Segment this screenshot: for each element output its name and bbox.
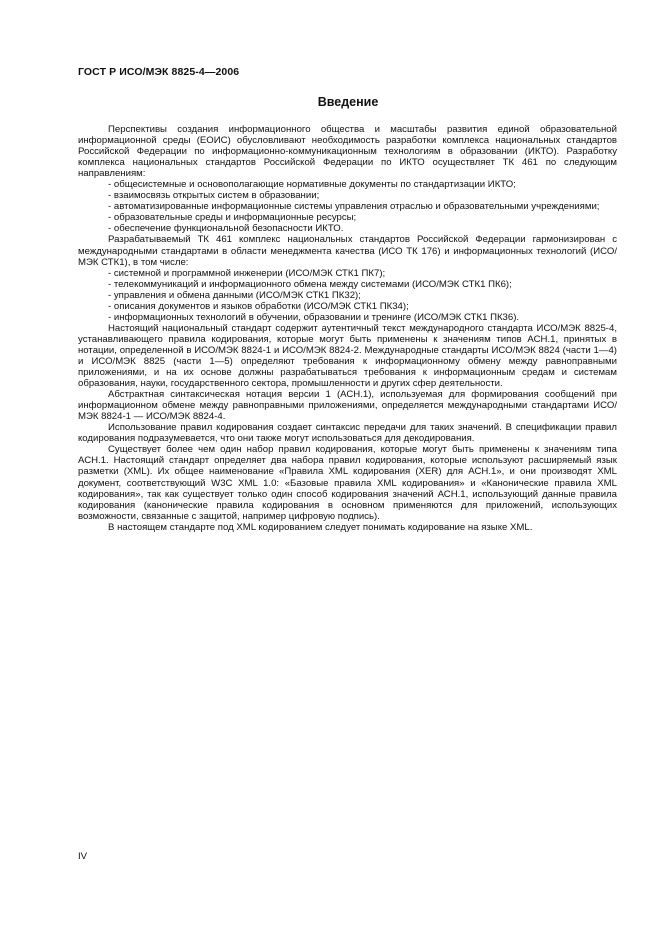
- paragraph: В настоящем стандарте под XML кодированием следует понимать кодирование на языке XML.: [108, 521, 533, 533]
- list-item: - образовательные среды и информационные ресурсы;: [108, 212, 357, 224]
- page-number: IV: [78, 851, 88, 862]
- list-item: - системной и программной инженерии (ИСО/МЭК СТК1 ПК7);: [108, 267, 386, 279]
- list-item: - информационных технологий в обучении, образовании и тренинге (ИСО/МЭК СТК1 ПК36).: [108, 311, 520, 323]
- paragraph: Существует более чем один набор правил кодирования, которые могут быть применены к значениям типа АСН.1. Настоящий стандарт определяет два набора правил кодирования, которые используют расширяемый язык разметки (XML). Их общее наименование «Правила XML кодирования (XER) для АСН.1», и они производят XML документ, соответствующий W3C XML 1.0: «Базовые правила XML кодирования» и «Канонические правила XML кодирования», так как существует только один способ кодирования значений АСН.1, использующий данные правила кодирования (канонические правила кодирования в основном применяются для приложений, использующих возможности, связанные с защитой, например цифровую подпись).: [78, 444, 617, 522]
- paragraph: Разрабатываемый ТК 461 комплекс национальных стандартов Российской Федерации гармонизирован с международными стандартами в области менеджмента качества (ИСО ТК 176) и информационных технологий (ИСО/МЭК СТК1), в том числе:: [78, 234, 617, 268]
- body-text: [78, 124, 617, 533]
- list-item: - обеспечение функциональной безопасности ИКТО.: [108, 223, 344, 235]
- section-title: Введение: [317, 95, 379, 109]
- list-item: - телекоммуникаций и информационного обмена между системами (ИСО/МЭК СТК1 ПК6);: [108, 278, 512, 290]
- list-item: - автоматизированные информационные системы управления отраслью и образовательными учреждениями;: [108, 201, 600, 213]
- page-header-standard-id: ГОСТ Р ИСО/МЭК 8825-4—2006: [78, 66, 240, 78]
- paragraph: Перспективы создания информационного общества и масштабы развития единой образовательной информационной среды (ЕОИС) обусловливают необходимость разработки комплекса национальных стандартов Российской Федерации по информационно-коммуникационным технологиям в образовании (ИКТО). Разработку комплекса национальных стандартов Российской Федерации по ИКТО осуществляет ТК 461 по следующим направлениям:: [78, 124, 617, 180]
- list-item: - описания документов и языков обработки (ИСО/МЭК СТК1 ПК34);: [108, 300, 409, 312]
- list-item: - взаимосвязь открытых систем в образовании;: [108, 190, 320, 202]
- list-item: - управления и обмена данными (ИСО/МЭК СТК1 ПК32);: [108, 289, 361, 301]
- paragraph: Использование правил кодирования создает синтаксис передачи для таких значений. В спецификации правил кодирования подразумевается, что они также могут использоваться для декодирования.: [78, 422, 617, 445]
- paragraph: Абстрактная синтаксическая нотация версии 1 (АСН.1), используемая для формирования сообщений при информационном обмене между равноправными приложениями, определяется международными стандартами ИСО/МЭК 8824-1 — ИСО/МЭК 8824-4.: [78, 389, 617, 423]
- list-item: - общесистемные и основополагающие нормативные документы по стандартизации ИКТО;: [108, 179, 516, 191]
- paragraph: Настоящий национальный стандарт содержит аутентичный текст международного стандарта ИСО/МЭК 8825-4, устанавливающего правила кодирования, которые могут быть применены к значениям типов АСН.1, принятых в нотации, определенной в ИСО/МЭК 8824-1 и ИСО/МЭК 8824-2. Международные стандарты ИСО/МЭК 8824 (части 1—4) и ИСО/МЭК 8825 (части 1—5) определяют требования к информационному обмену между равноправными приложениями, и на их основе должны разрабатываться требования к информационным средам и системам образования, науки, государственного сектора, промышленности и других сфер деятельности.: [78, 322, 617, 390]
